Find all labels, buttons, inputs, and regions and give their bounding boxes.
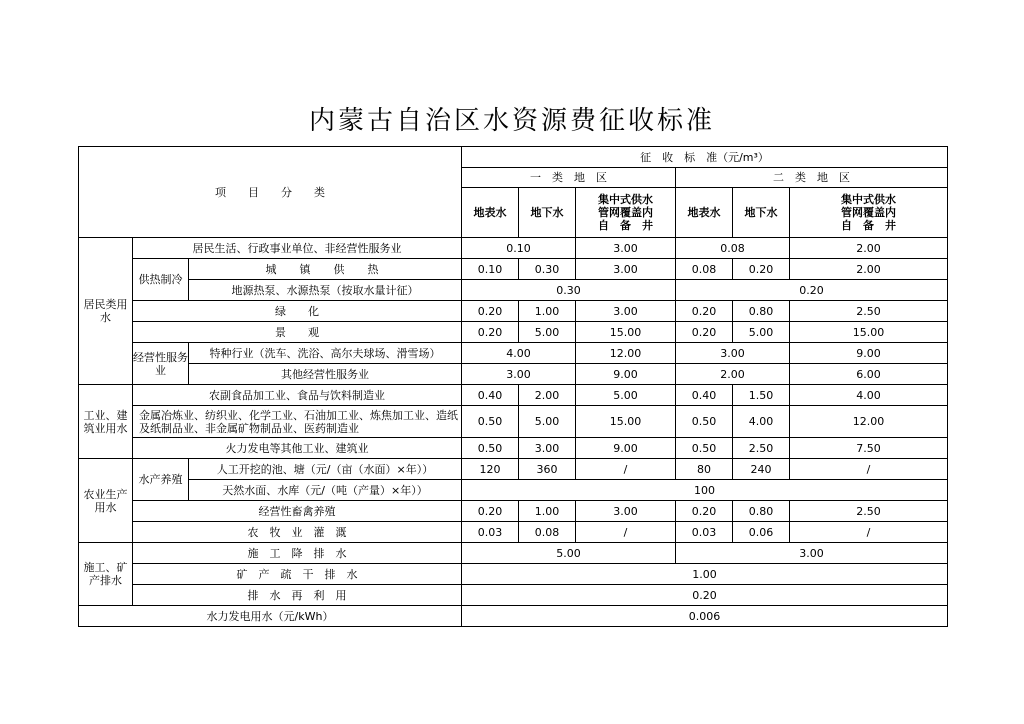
- cell-value: 3.00: [462, 364, 576, 385]
- cell-value: 0.80: [733, 501, 790, 522]
- table-row: [79, 364, 948, 385]
- cell-value: 12.00: [790, 406, 948, 438]
- cell-value: 360: [519, 459, 576, 480]
- header-project-category: 项 目 分 类: [79, 147, 462, 238]
- header-zone1-surface: 地表水: [462, 188, 519, 238]
- central-line2: 管网覆盖内: [598, 206, 653, 219]
- central-line2: 管网覆盖内: [841, 206, 896, 219]
- row-label: 施 工 降 排 水: [133, 543, 462, 564]
- header-zone2: 二 类 地 区: [676, 168, 948, 188]
- header-standard: 征 收 标 准（元/m³）: [462, 147, 948, 168]
- row-label: 火力发电等其他工业、建筑业: [133, 438, 462, 459]
- cell-value: 0.08: [676, 259, 733, 280]
- row-label: 景 观: [133, 322, 462, 343]
- row-label: 城 镇 供 热: [189, 259, 462, 280]
- table-row: [79, 522, 948, 543]
- cell-value: 0.20: [676, 501, 733, 522]
- cell-value: 100: [462, 480, 948, 501]
- cell-value: 2.50: [733, 438, 790, 459]
- cell-value: 0.20: [676, 280, 948, 301]
- cell-value: 2.00: [519, 385, 576, 406]
- table-row: [79, 238, 948, 259]
- table-row: [79, 438, 948, 459]
- cell-value: 240: [733, 459, 790, 480]
- row-label: 金属冶炼业、纺织业、化学工业、石油加工业、炼焦加工业、造纸及纸制品业、非金属矿物制品业、医药制造业: [133, 406, 462, 438]
- table-row: [79, 606, 948, 627]
- table-row: [79, 585, 948, 606]
- cell-value: 0.20: [733, 259, 790, 280]
- cell-value: 5.00: [733, 322, 790, 343]
- group-construction: 施工、矿产排水: [79, 543, 133, 606]
- page-title: 内蒙古自治区水资源费征收标准: [308, 106, 715, 136]
- table-row: [79, 406, 948, 438]
- cell-value: 0.20: [676, 322, 733, 343]
- cell-value: /: [576, 522, 676, 543]
- cell-value: /: [790, 459, 948, 480]
- table-row: [79, 301, 948, 322]
- cell-value: 15.00: [576, 322, 676, 343]
- table-row: [79, 480, 948, 501]
- cell-value: 0.08: [676, 238, 790, 259]
- row-label: 水力发电用水（元/kWh）: [79, 606, 462, 627]
- header-zone2-ground: 地下水: [733, 188, 790, 238]
- central-line1: 集中式供水: [841, 193, 896, 206]
- cell-value: 3.00: [576, 501, 676, 522]
- cell-value: 0.30: [519, 259, 576, 280]
- cell-value: 0.03: [676, 522, 733, 543]
- cell-value: 2.50: [790, 301, 948, 322]
- cell-value: 1.00: [519, 301, 576, 322]
- cell-value: 2.00: [790, 259, 948, 280]
- table-row: [79, 564, 948, 585]
- cell-value: 4.00: [733, 406, 790, 438]
- cell-value: 9.00: [576, 364, 676, 385]
- cell-value: 0.10: [462, 259, 519, 280]
- group-residential: 居民类用水: [79, 238, 133, 385]
- cell-value: 0.50: [462, 438, 519, 459]
- cell-value: 5.00: [576, 385, 676, 406]
- cell-value: 3.00: [576, 238, 676, 259]
- table-row: [79, 322, 948, 343]
- cell-value: 2.50: [790, 501, 948, 522]
- cell-value: 0.006: [462, 606, 948, 627]
- cell-value: 1.50: [733, 385, 790, 406]
- cell-value: 5.00: [462, 543, 676, 564]
- cell-value: 0.30: [462, 280, 676, 301]
- cell-value: 1.00: [519, 501, 576, 522]
- row-label: 绿 化: [133, 301, 462, 322]
- cell-value: 3.00: [576, 259, 676, 280]
- header-zone1-central: [576, 188, 676, 238]
- cell-value: 3.00: [676, 543, 948, 564]
- table-row: [79, 385, 948, 406]
- cell-value: 9.00: [790, 343, 948, 364]
- cell-value: 120: [462, 459, 519, 480]
- cell-value: 0.80: [733, 301, 790, 322]
- cell-value: 3.00: [676, 343, 790, 364]
- cell-value: 12.00: [576, 343, 676, 364]
- subgroup-business: 经营性服务业: [133, 343, 189, 385]
- cell-value: 0.40: [462, 385, 519, 406]
- cell-value: 0.50: [676, 406, 733, 438]
- row-label: 农副食品加工业、食品与饮料制造业: [133, 385, 462, 406]
- cell-value: 0.40: [676, 385, 733, 406]
- cell-value: 0.20: [462, 585, 948, 606]
- subgroup-heating: 供热制冷: [133, 259, 189, 301]
- row-label: 天然水面、水库（元/（吨（产量）×年））: [189, 480, 462, 501]
- cell-value: /: [790, 522, 948, 543]
- row-label: 人工开挖的池、塘（元/（亩（水面）×年））: [189, 459, 462, 480]
- cell-value: 3.00: [576, 301, 676, 322]
- header-zone2-central: [790, 188, 948, 238]
- central-line1: 集中式供水: [598, 193, 653, 206]
- row-label: 其他经营性服务业: [189, 364, 462, 385]
- table-row: [79, 280, 948, 301]
- cell-value: 0.20: [462, 301, 519, 322]
- fee-standard-table: [78, 146, 948, 627]
- row-label: 排 水 再 利 用: [133, 585, 462, 606]
- row-label: 矿 产 疏 干 排 水: [133, 564, 462, 585]
- cell-value: 0.06: [733, 522, 790, 543]
- cell-value: 0.20: [462, 322, 519, 343]
- table-row: [79, 343, 948, 364]
- row-label: 特种行业（洗车、洗浴、高尔夫球场、滑雪场）: [189, 343, 462, 364]
- cell-value: 7.50: [790, 438, 948, 459]
- central-line3: 自 备 井: [598, 219, 653, 232]
- cell-value: 0.50: [676, 438, 733, 459]
- cell-value: 80: [676, 459, 733, 480]
- row-label: 农 牧 业 灌 溉: [133, 522, 462, 543]
- cell-value: 9.00: [576, 438, 676, 459]
- row-label: 居民生活、行政事业单位、非经营性服务业: [133, 238, 462, 259]
- cell-value: 1.00: [462, 564, 948, 585]
- table-row: [79, 259, 948, 280]
- table-row: [79, 459, 948, 480]
- header-zone2-surface: 地表水: [676, 188, 733, 238]
- group-agriculture: 农业生产用水: [79, 459, 133, 543]
- table-row: [79, 543, 948, 564]
- cell-value: 0.50: [462, 406, 519, 438]
- cell-value: 2.00: [676, 364, 790, 385]
- cell-value: 15.00: [576, 406, 676, 438]
- header-zone1: 一 类 地 区: [462, 168, 676, 188]
- cell-value: 3.00: [519, 438, 576, 459]
- cell-value: 5.00: [519, 406, 576, 438]
- cell-value: 4.00: [462, 343, 576, 364]
- cell-value: 0.10: [462, 238, 576, 259]
- cell-value: 0.08: [519, 522, 576, 543]
- cell-value: 2.00: [790, 238, 948, 259]
- cell-value: 15.00: [790, 322, 948, 343]
- cell-value: 5.00: [519, 322, 576, 343]
- row-label: 地源热泵、水源热泵（按取水量计征）: [189, 280, 462, 301]
- cell-value: /: [576, 459, 676, 480]
- subgroup-aquaculture: 水产养殖: [133, 459, 189, 501]
- table-row: [79, 501, 948, 522]
- cell-value: 0.20: [676, 301, 733, 322]
- group-industrial: 工业、建筑业用水: [79, 385, 133, 459]
- header-zone1-ground: 地下水: [519, 188, 576, 238]
- cell-value: 4.00: [790, 385, 948, 406]
- cell-value: 0.03: [462, 522, 519, 543]
- cell-value: 0.20: [462, 501, 519, 522]
- central-line3: 自 备 井: [841, 219, 896, 232]
- cell-value: 6.00: [790, 364, 948, 385]
- row-label: 经营性畜禽养殖: [133, 501, 462, 522]
